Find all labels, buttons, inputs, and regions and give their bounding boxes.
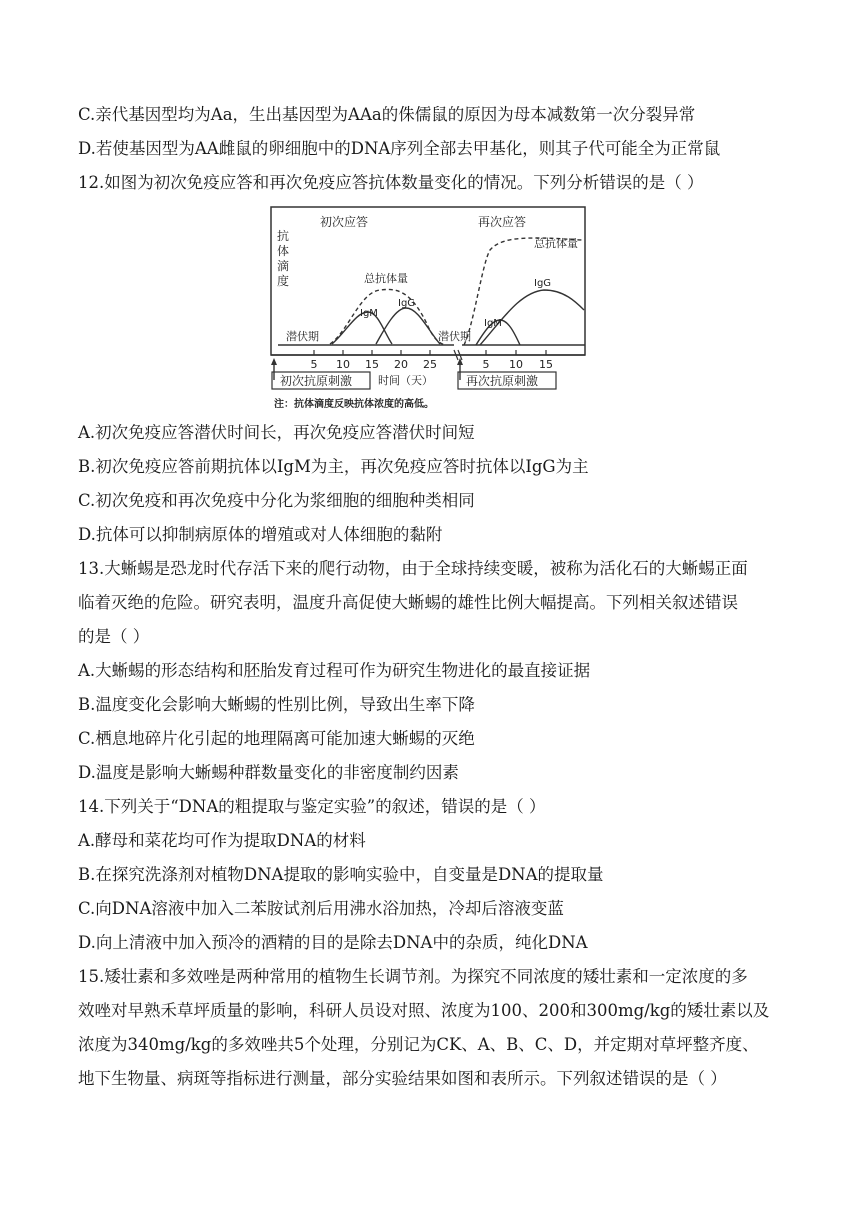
q12-option-c: C.初次免疫和再次免疫中分化为浆细胞的细胞种类相同 [78, 491, 475, 510]
label-primary-response: 初次应答 [320, 215, 369, 229]
primary-stimulus-label: 初次抗原刺激 [280, 374, 353, 388]
q13-option-a: A.大蜥蜴的形态结构和胚胎发育过程可作为研究生物进化的最直接证据 [78, 661, 591, 680]
q15-stem-line-2: 效唑对早熟禾草坪质量的影响，科研人员设对照、浓度为100、200和300mg/kg的矮壮素以及 [78, 1001, 770, 1020]
label-igg-primary: IgG [398, 298, 416, 309]
secondary-stimulus-label: 再次抗原刺激 [466, 374, 539, 388]
q13-stem-line-1: 13.大蜥蜴是恐龙时代存活下来的爬行动物，由于全球持续变暖，被称为活化石的大蜥蜴正面 [78, 559, 748, 578]
label-igm-primary: IgM [360, 308, 378, 319]
x-primary-tick-label: 15 [365, 358, 379, 371]
q14-option-a: A.酵母和菜花均可作为提取DNA的材料 [78, 831, 366, 850]
x-primary-tick-label: 20 [394, 358, 408, 371]
q14-option-d: D.向上清液中加入预冷的酒精的目的是除去DNA中的杂质，纯化DNA [78, 933, 588, 952]
q11-option-d: D.若使基因型为AA雌鼠的卵细胞中的DNA序列全部去甲基化，则其子代可能全为正常鼠 [78, 139, 721, 158]
label-latent-period-secondary: 潜伏期 [438, 330, 471, 343]
q11-option-c: C.亲代基因型均为Aa，生出基因型为AAa的侏儒鼠的原因为母本减数第一次分裂异常 [78, 105, 696, 124]
primary-stimulus-arrowhead [271, 358, 277, 365]
x-axis-label: 时间（天） [378, 374, 433, 387]
label-total-antibody-primary: 总抗体量 [364, 272, 408, 285]
x-primary-tick-label: 5 [310, 358, 318, 371]
q14-option-c: C.向DNA溶液中加入二苯胺试剂后用沸水浴加热，冷却后溶液变蓝 [78, 899, 564, 918]
x-primary-tick-label: 10 [336, 358, 350, 371]
x-secondary-tick-label: 15 [539, 358, 553, 371]
q14-option-b: B.在探究洗涤剂对植物DNA提取的影响实验中，自变量是DNA的提取量 [78, 865, 604, 884]
y-axis-label [277, 228, 289, 288]
figure-note: 注：抗体滴度反映抗体浓度的高低。 [274, 399, 434, 410]
q13-stem-line-2: 临着灭绝的危险。研究表明，温度升高促使大蜥蜴的雄性比例大幅提高。下列相关叙述错误 [78, 593, 738, 612]
secondary-total-antibody-curve [464, 238, 584, 345]
label-latent-period-primary: 潜伏期 [286, 330, 319, 343]
x-ticks-secondary [483, 350, 554, 371]
x-secondary-tick-label: 5 [482, 358, 490, 371]
antibody-chart [268, 204, 588, 414]
q12-option-a: A.初次免疫应答潜伏时间长，再次免疫应答潜伏时间短 [78, 423, 475, 442]
x-primary-tick-label: 25 [423, 358, 437, 371]
q12-stem: 12.如图为初次免疫应答和再次免疫应答抗体数量变化的情况。下列分析错误的是（ ） [78, 173, 704, 192]
q15-stem-line-3: 浓度为340mg/kg的多效唑共5个处理，分别记为CK、A、B、C、D，并定期对草坪整齐度、 [78, 1035, 759, 1054]
label-secondary-response: 再次应答 [478, 215, 527, 229]
q15-stem-line-4: 地下生物量、病斑等指标进行测量，部分实验结果如图和表所示。下列叙述错误的是（ ） [78, 1069, 727, 1088]
q13-option-b: B.温度变化会影响大蜥蜴的性别比例，导致出生率下降 [78, 695, 475, 714]
q15-stem-line-1: 15.矮壮素和多效唑是两种常用的植物生长调节剂。为探究不同浓度的矮壮素和一定浓度的多 [78, 967, 748, 986]
label-total-antibody-secondary: 总抗体量 [534, 237, 578, 250]
q12-option-d: D.抗体可以抑制病原体的增殖或对人体细胞的黏附 [78, 525, 443, 544]
y-axis-label-char: 抗 [277, 229, 290, 243]
q13-stem-line-3: 的是（ ） [78, 627, 150, 646]
q12-option-b: B.初次免疫应答前期抗体以IgM为主，再次免疫应答时抗体以IgG为主 [78, 457, 589, 476]
y-axis-label-char: 滴 [277, 259, 290, 273]
primary-igg-curve [376, 308, 440, 344]
y-axis-label-char: 度 [277, 274, 290, 288]
label-igm-secondary: IgM [484, 318, 502, 329]
antibody-response-figure [268, 204, 588, 414]
label-igg-secondary: IgG [534, 278, 552, 289]
q14-stem: 14.下列关于“DNA的粗提取与鉴定实验”的叙述，错误的是（ ） [78, 797, 546, 816]
x-secondary-tick-label: 10 [509, 358, 523, 371]
q13-option-d: D.温度是影响大蜥蜴种群数量变化的非密度制约因素 [78, 763, 459, 782]
y-axis-label-char: 体 [277, 244, 290, 258]
x-ticks-primary [311, 350, 438, 371]
q13-option-c: C.栖息地碎片化引起的地理隔离可能加速大蜥蜴的灭绝 [78, 729, 475, 748]
